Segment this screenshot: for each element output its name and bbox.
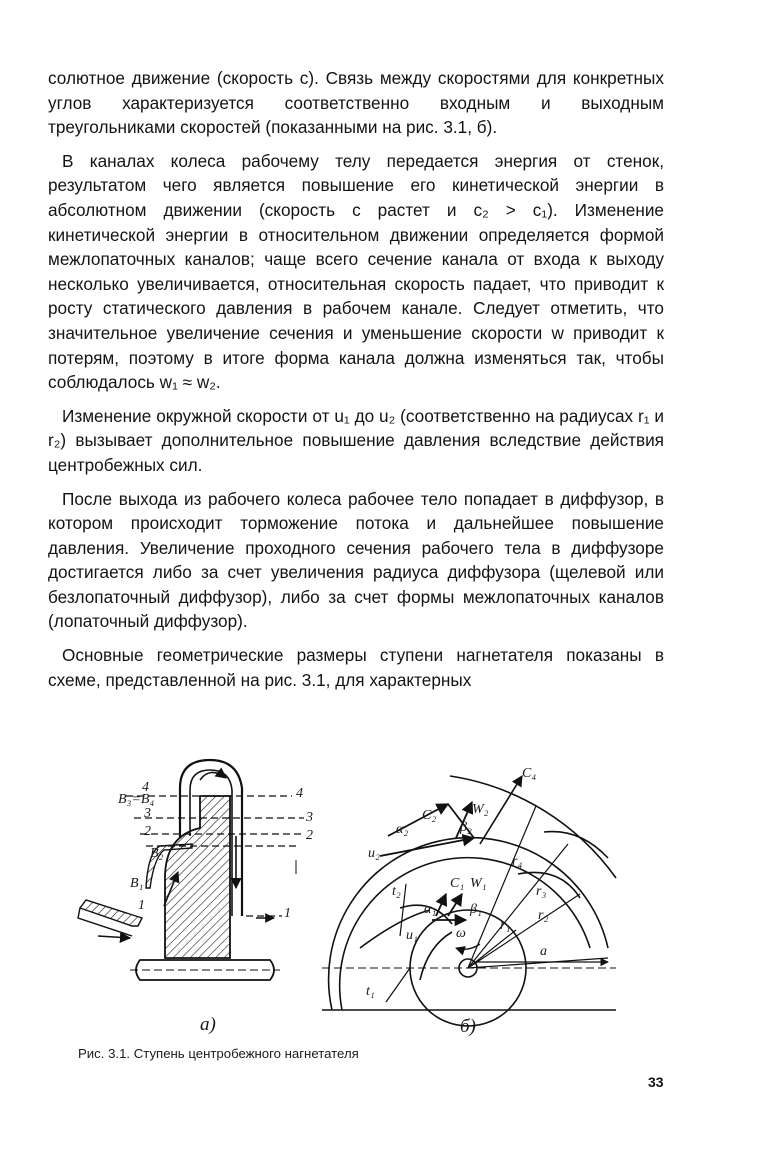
paragraph-1: солютное движение (скорость c). Связь между скоростями для конкретных углов характеризуется соответственно входным и выходным треугольниками скоростей (показанными на рис. 3.1, б). (48, 68, 664, 138)
section-view-a (78, 760, 304, 980)
label-alpha1: α₁ (424, 902, 437, 917)
label-c2: C₂ (422, 808, 437, 823)
label-a: a (540, 944, 547, 959)
label-r4: r₄ (512, 854, 523, 869)
label-c1: C₁ (450, 876, 465, 891)
paragraph-2: В каналах колеса рабочему телу передается энергия от стенок, результатом чего является повышение его кинетической энергии в абсолютном движении (скорость c растет и c₂ > c₁). Изменение кинетической энергии в относительном движении определяется формой межлопаточных каналов; чаще всего сечение канала от входа к выходу несколько увеличивается, относительная скорость падает, что приводит к росту статического давления в рабочем канале. Следует отметить, что значительное увеличение сечения и уменьшение скорости w приводит к потерям, поэтому в итоге форма канала должна изменяться так, чтобы соблюдалось w₁ ≈ w₂. (48, 150, 664, 393)
paragraph-5: Основные геометрические размеры ступени нагнетателя показаны в схеме, представленной на рис. 3.1, для характерных (48, 645, 664, 690)
figure-caption: Рис. 3.1. Ступень центробежного нагнетателя (78, 1046, 359, 1061)
label-omega: ω (456, 926, 466, 941)
paragraph-3: Изменение окружной скорости от u₁ до u₂ (соответственно на радиусах r₁ и r₂) вызывает дополнительное повышение давления вследствие действия центробежных сил. (48, 405, 664, 475)
label-section-4: 4 (142, 780, 149, 795)
body-text (48, 66, 664, 701)
label-b1: B₁ (130, 876, 144, 891)
paragraph-4: После выхода из рабочего колеса рабочее тело попадает в диффузор, в котором происходит торможение потока и дальнейшее повышение давления. Увеличение проходного сечения рабочего тела в диффузоре достигается либо за счет увеличения радиуса диффузора (щелевой или безлопаточный диффузор), либо за счет формы межлопаточных каналов (лопаточный диффузор). (48, 488, 664, 632)
label-b3-b4: B₃=B₄ (118, 792, 155, 807)
label-w2: W₂ (472, 802, 489, 817)
label-section-3-right: 3 (306, 810, 313, 825)
label-w1: W₁ (470, 876, 487, 891)
label-b2: B₂ (150, 846, 164, 861)
label-r3: r₃ (536, 884, 547, 899)
label-section-1-right: 1 (284, 906, 291, 921)
label-u2: u₂ (368, 846, 380, 861)
label-u1: u₁ (406, 928, 418, 943)
label-t2: t₂ (392, 884, 401, 899)
label-section-3-left: 3 (144, 806, 151, 821)
label-beta1: β₁ (470, 902, 482, 917)
label-r1: r₁ (500, 918, 511, 933)
page-number: 33 (648, 1074, 664, 1090)
label-section-2-right: 2 (306, 828, 313, 843)
figure-3-1 (60, 748, 620, 1038)
label-r2: r₂ (538, 908, 549, 923)
sublabel-a: а) (200, 1014, 216, 1035)
label-c4: C₄ (522, 766, 537, 781)
label-section-2-left: 2 (144, 824, 151, 839)
label-alpha2: α₂ (396, 822, 409, 837)
sublabel-b: б) (460, 1016, 476, 1037)
label-beta2: β₂ (460, 820, 472, 835)
label-section-4-right: 4 (296, 786, 303, 801)
label-t1: t₁ (366, 984, 375, 999)
label-section-1-left: 1 (138, 898, 145, 913)
